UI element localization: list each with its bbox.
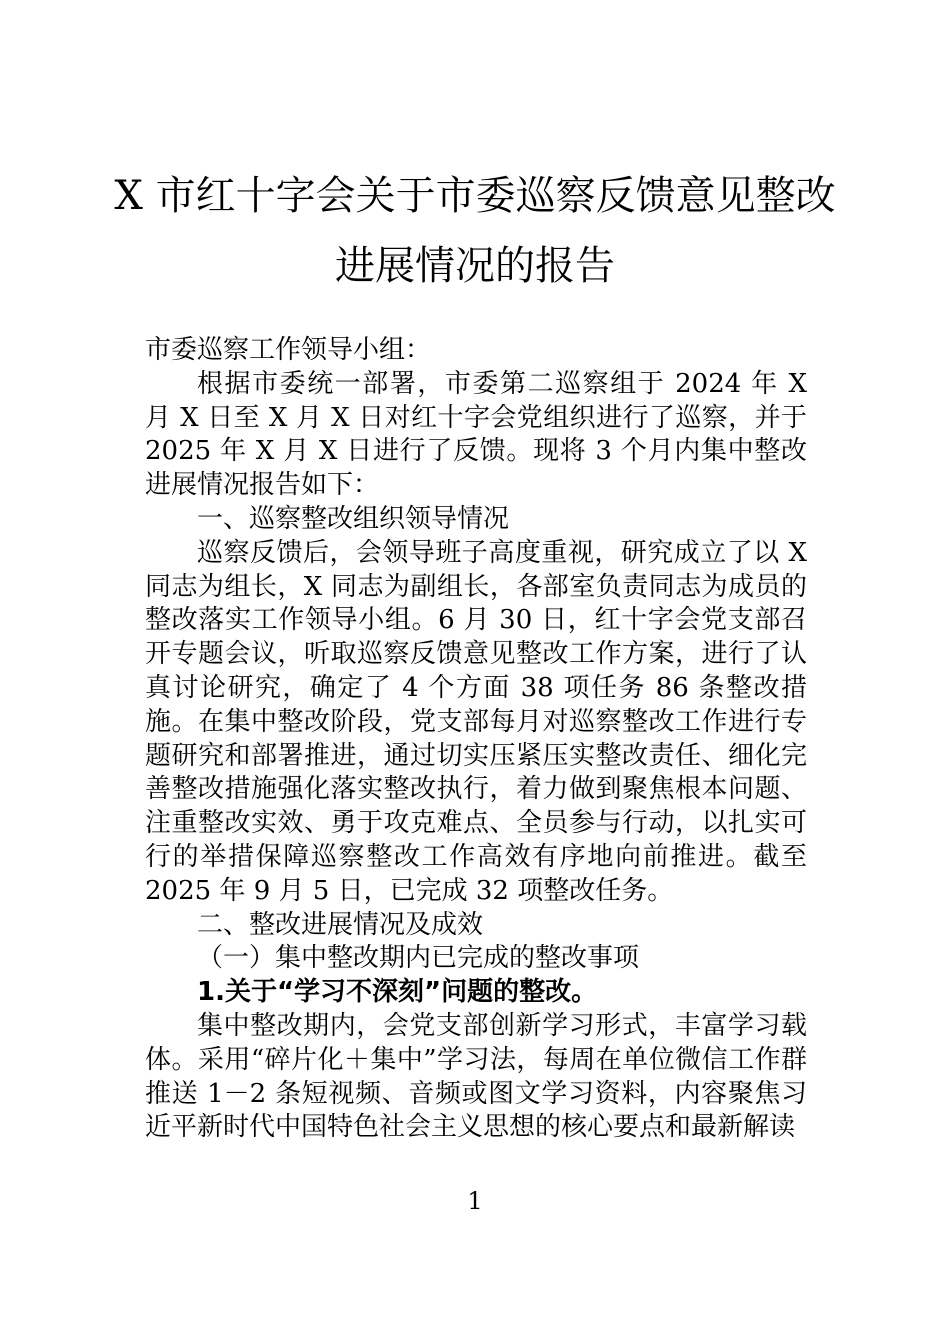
section-heading-2: 二、整改进展情况及成效 bbox=[197, 909, 484, 940]
paragraph-organization: 巡察反馈后，会领导班子高度重视，研究成立了以 X 同志为组长，X 同志为副组长，各部室负责同志为成员的整改落实工作领导小组。6 月 30 日，红十字会党支部召开专题会议，听取巡察反馈意见整改工作方案，进行了认真讨论研究，确定了 4 个方面 38 项任务 86 条整改措施。在集中整改阶段，党支部每月对巡察整改工作进行专题研究和部署推进，通过切实压紧压实整改责任、细化完善整改措施强化落实整改执行，着力做到聚焦根本问题、注重整改实效、勇于攻克难点、全员参与行动，以扎实可行的举措保障巡察整改工作高效有序地向前推进。截至 2025 年 9 月 5 日，已完成 32 项整改任务。 bbox=[145, 537, 807, 906]
document-body bbox=[145, 334, 807, 1145]
document-title-line-1: X 市红十字会关于市委巡察反馈意见整改 bbox=[114, 173, 836, 219]
paragraph-study: 集中整改期内，会党支部创新学习形式，丰富学习载体。采用“碎片化＋集中”学习法，每周在单位微信工作群推送 1－2 条短视频、音频或图文学习资料，内容聚焦习近平新时代中国特色社会主义思想的核心要点和最新解读 bbox=[145, 1010, 807, 1143]
page-number: 1 bbox=[467, 1187, 483, 1215]
section-heading-1: 一、巡察整改组织领导情况 bbox=[197, 503, 510, 534]
paragraph-intro: 根据市委统一部署，市委第二巡察组于 2024 年 X 月 X 日至 X 月 X 日对红十字会党组织进行了巡察，并于 2025 年 X 月 X 日进行了反馈。现将 3 个月内集中整改进展情况报告如下： bbox=[145, 368, 807, 501]
document-title-line-2: 进展情况的报告 bbox=[335, 243, 615, 289]
item-heading-1: 1.关于“学习不深刻”问题的整改。 bbox=[197, 977, 598, 1008]
salutation: 市委巡察工作领导小组： bbox=[145, 335, 432, 365]
subsection-heading-1: （一）集中整改期内已完成的整改事项 bbox=[197, 943, 640, 974]
